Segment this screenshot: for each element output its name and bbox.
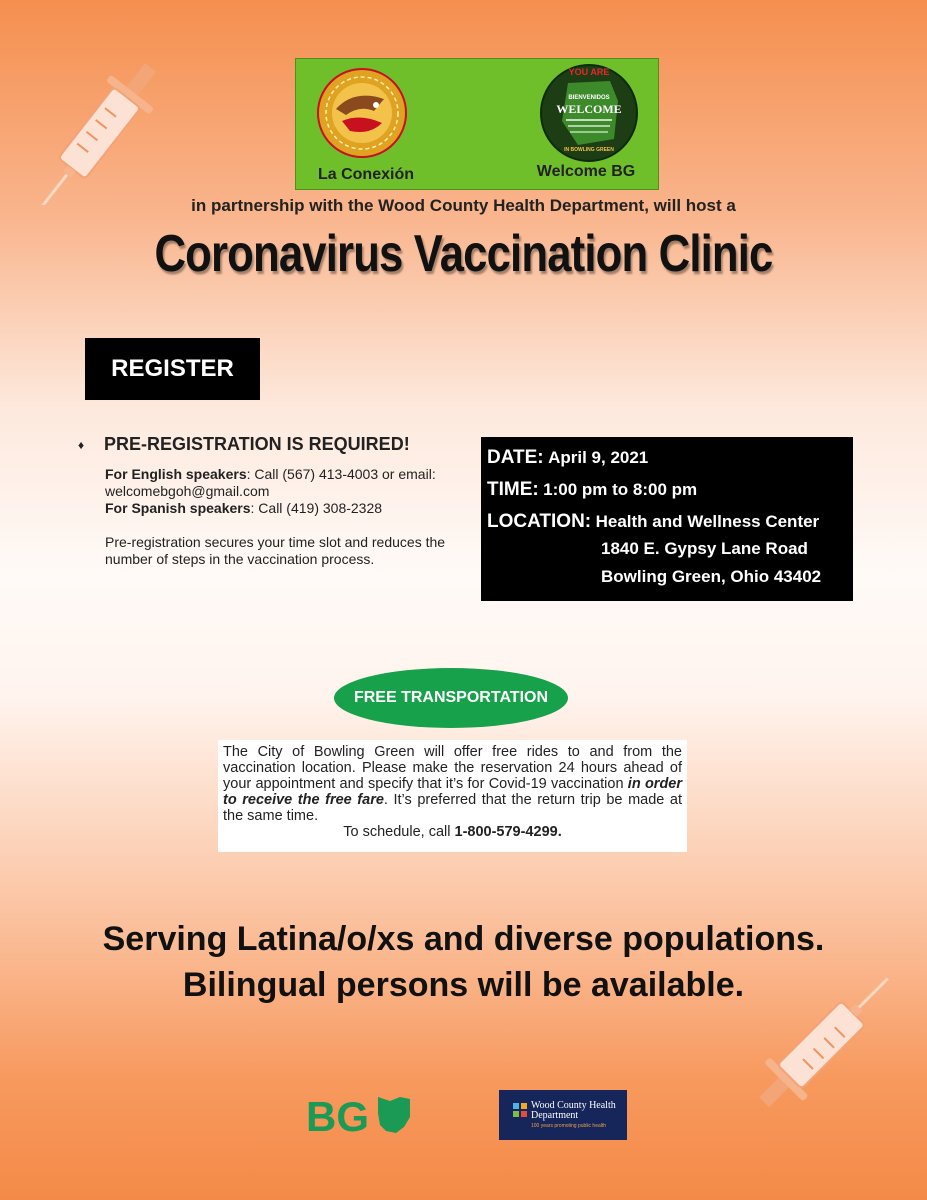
time-value: 1:00 pm to 8:00 pm xyxy=(543,480,698,499)
welcome-badge-bottom: IN BOWLING GREEN xyxy=(564,147,614,153)
wood-county-health-department-logo xyxy=(499,1090,627,1140)
schedule-prefix: To schedule, call xyxy=(343,824,455,840)
location-line-1: Health and Wellness Center xyxy=(595,512,820,531)
location-row xyxy=(487,511,819,533)
spanish-speakers-contact: : Call (419) 308-2328 xyxy=(250,500,383,516)
english-speakers-contact: : Call (567) 413-4003 or email: welcomebgoh@gmail.com xyxy=(105,466,436,499)
partnership-text: in partnership with the Wood County Health Department, will host a xyxy=(191,196,736,215)
event-info-box xyxy=(481,437,853,601)
welcome-bg-logo xyxy=(538,61,640,165)
transportation-text-start: The City of Bowling Green will offer free rides to and from the vaccination location. Please make the reservation 24 hours ahead of your appointment and specify that it’s for Covid-19 vaccination xyxy=(223,744,682,792)
pre-registration-heading: PRE-REGISTRATION IS REQUIRED! xyxy=(104,434,410,454)
transportation-info-box xyxy=(218,740,687,852)
time-row xyxy=(487,479,697,501)
location-label: LOCATION: xyxy=(487,511,592,532)
page-title: Coronavirus Vaccination Clinic xyxy=(154,225,773,283)
transportation-description xyxy=(223,744,682,824)
la-conexion-logo xyxy=(314,65,410,161)
ohio-shape-icon xyxy=(378,1097,410,1133)
wchd-emblem-icon xyxy=(513,1103,527,1117)
closing-line-2: Bilingual persons will be available. xyxy=(182,966,745,1004)
logo-banner xyxy=(295,58,659,190)
pre-registration-contacts xyxy=(105,466,465,517)
wchd-tagline: 100 years promoting public health xyxy=(531,1123,607,1129)
bowling-green-logo xyxy=(306,1093,416,1137)
welcome-badge-sub: BIENVENIDOS xyxy=(568,95,610,101)
pre-registration-note: Pre-registration secures your time slot and reduces the number of steps in the vaccination process. xyxy=(105,534,446,567)
wchd-name: Wood County Health Department xyxy=(531,1100,616,1121)
location-line-2: 1840 E. Gypsy Lane Road xyxy=(601,539,808,558)
date-row xyxy=(487,447,648,469)
date-value: April 9, 2021 xyxy=(548,448,649,467)
bg-logo-text: BG xyxy=(306,1093,369,1137)
bullet-diamond-icon: ♦ xyxy=(78,438,85,452)
welcome-bg-label: Welcome BG xyxy=(536,163,636,180)
welcome-badge-top: YOU ARE xyxy=(568,67,610,77)
register-label: REGISTER xyxy=(85,338,260,400)
welcome-badge-word: WELCOME xyxy=(556,102,622,116)
free-transportation-badge: FREE TRANSPORTATION xyxy=(334,668,568,728)
english-speakers-label: For English speakers xyxy=(105,466,247,482)
schedule-phone: 1-800-579-4299. xyxy=(454,824,562,840)
closing-line-1: Serving Latina/o/xs and diverse populations. xyxy=(102,920,825,958)
transportation-emphasis: in order to receive the free fare xyxy=(223,776,683,808)
date-label: DATE: xyxy=(487,447,544,468)
location-line-3: Bowling Green, Ohio 43402 xyxy=(601,567,822,586)
la-conexion-label: La Conexión xyxy=(317,166,414,183)
transportation-schedule xyxy=(223,824,682,840)
spanish-speakers-label: For Spanish speakers xyxy=(105,500,251,516)
time-label: TIME: xyxy=(487,479,539,500)
syringe-top-left-icon xyxy=(40,45,240,205)
transportation-text-end: . It’s preferred that the return trip be made at the same time. xyxy=(223,792,682,824)
